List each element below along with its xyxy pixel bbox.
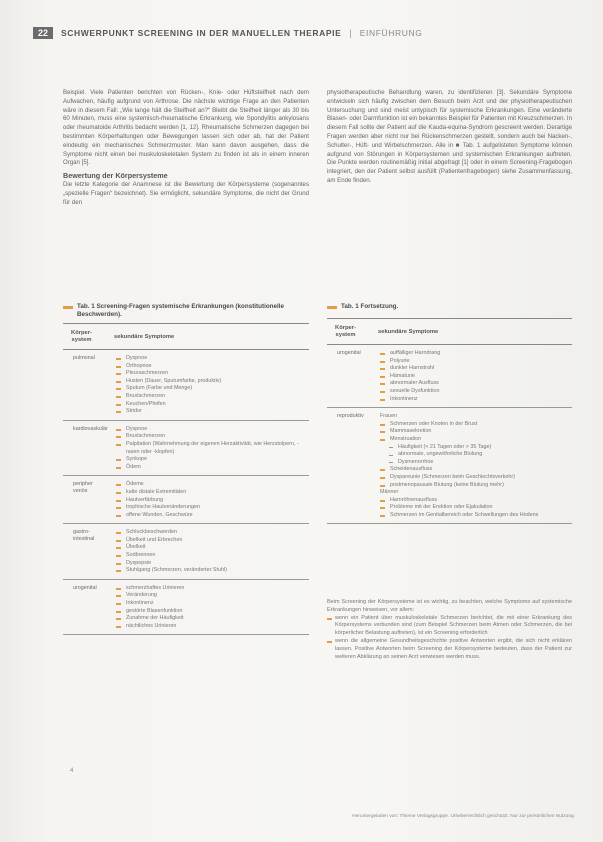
table-row [63, 350, 309, 421]
left-column [63, 89, 309, 208]
table-row [327, 345, 572, 408]
symptom-item: dunkler Harnstrahl [380, 365, 572, 373]
symptom-item: Veränderung [116, 592, 309, 600]
symptom-item: kalte distale Extremitäten [116, 489, 309, 497]
symptom-item: Schluckbeschwerden [116, 529, 309, 537]
symptom-item: sexuelle Dysfunktion [380, 388, 572, 396]
table-row [63, 524, 309, 580]
symptom-item: Häufigkeit (< 21 Tagen oder > 35 Tage) [380, 444, 572, 452]
symptom-item: abnormale, ungewöhnliche Blutung [380, 451, 572, 459]
body-system-label: urogenital [73, 584, 97, 591]
table-header [63, 324, 309, 350]
symptom-item: Schmerzen oder Knoten in der Brust [380, 421, 572, 429]
page-footer: Heruntergeladen von: Thieme Verlagsgruppe. Urheberrechtlich geschützt. Nur zur persönlichen Nutzung. [352, 814, 575, 819]
table-row [63, 580, 309, 636]
symptom-item: Dysmenorrhoe [380, 459, 572, 467]
symptom-item: Zunahme der Häufigkeit [116, 615, 309, 623]
symptom-item: Polyurie [380, 358, 572, 366]
caption-marker [327, 306, 337, 309]
table-caption [63, 303, 309, 319]
caption-text: Tab. 1 Fortsetzung. [341, 303, 399, 310]
table-header [327, 319, 572, 345]
symptom-item: Schmerzen im Genitalbereich oder Schwellungen des Hodens [380, 512, 572, 520]
section-heading: Bewertung der Körpersysteme [63, 171, 168, 181]
symptom-item: Menstruation [380, 436, 572, 444]
symptom-list [100, 580, 309, 635]
note-item: wenn ein Patient über muskuloskeletale Schmerzen berichtet, die mit einer Erkrankung des Körpersystems verbunden sind (zum Beispiel Schmerzen beim Atmen oder Schmerzen, die bei körperlicher Belastung auftreten), ist ein Screening erforderlich [327, 615, 572, 638]
symptom-list [364, 408, 572, 523]
body-system-label: pulmonal [73, 355, 95, 361]
body-system-label: kardiovaskulär [73, 425, 108, 432]
body-system-label: peripher venös [73, 481, 93, 495]
symptom-item: Stridor [116, 408, 309, 416]
body-system-label: gastro-intestinal [73, 529, 95, 543]
symptom-list [100, 421, 309, 476]
symptom-item: postmenopausale Blutung (keine Blutung mehr) [380, 482, 572, 490]
symptom-item: Dyspnoe [116, 355, 309, 363]
symptom-item: Hautverfärbung [116, 497, 309, 505]
col-header-system: Körper-system [335, 324, 356, 338]
symptom-item: Stuhlgang (Schmerzen, veränderter Stuhl) [116, 567, 309, 575]
table-row [63, 476, 309, 524]
page-number: 22 [33, 27, 53, 39]
symptom-item: offene Wunden, Geschwüre [116, 512, 309, 520]
symptom-item: Synkope [116, 456, 309, 464]
symptom-table-right [327, 318, 572, 524]
note-item: wenn die allgemeine Gesundheitsgeschichte positive Antworten ergibt, die sich nicht erklären lassen. Positive Antworten beim Screening der Körpersysteme bedeuten, dass der Patient zur weiteren Abklärung an seinen Arzt verwiesen werden muss. [327, 638, 572, 661]
symptom-item: Pleuraschmerzen [116, 370, 309, 378]
symptom-item: abnormaler Ausfluss [380, 380, 572, 388]
symptom-group-heading: Frauen [380, 413, 398, 420]
symptom-item: Übelkeit [116, 544, 309, 552]
col-header-symptoms: sekundäre Symptome [378, 328, 439, 335]
table-caption [327, 303, 572, 311]
symptom-list [100, 350, 309, 420]
right-column [327, 89, 572, 186]
body-system-label: urogenital [337, 350, 361, 356]
symptom-item: Brustschmerzen [116, 433, 309, 441]
symptom-item: gestörte Blasenfunktion [116, 608, 309, 616]
symptom-item: Husten (Dauer, Sputumfarbe, produktiv) [116, 378, 309, 386]
symptom-item: Keuchen/Pfeifen [116, 401, 309, 409]
symptom-item: auffälliger Harndrang [380, 350, 572, 358]
symptom-item: Dyspepsie [116, 560, 309, 568]
header-title: SCHWERPUNKT SCREENING IN DER MANUELLEN THERAPIE [61, 28, 342, 38]
symptom-item: Hämaturie [380, 373, 572, 381]
symptom-item: Probleme mit der Erektion oder Ejakulation [380, 504, 572, 512]
symptom-item: Dyspnoe [116, 426, 309, 434]
page-marker: 4 [70, 768, 74, 774]
table-row [327, 408, 572, 524]
note-intro: Beim Screening der Körpersysteme ist es wichtig, zu beachten, welche Symptome auf systemische Erkrankungen hinweisen, vor allem: [327, 599, 572, 613]
header-section: EINFÜHRUNG [359, 28, 423, 38]
caption-text: Tab. 1 Screening-Fragen systemische Erkrankungen (konstitutionelle Beschwerden). [77, 303, 285, 318]
symptom-item: Dyspareunie (Schmerzen beim Geschlechtsverkehr) [380, 474, 572, 482]
symptom-item: Brustschmerzen [116, 393, 309, 401]
symptom-group-heading: Männer [380, 489, 399, 496]
body-paragraph: Die letzte Kategorie der Anamnese ist die Bewertung der Körpersysteme (sogenanntes „spezielle Fragen“ bezeichnet). Sie ermöglicht, sekundäre Symptome, die nicht der Grund für den [63, 181, 309, 206]
col-header-symptoms: sekundäre Symptome [114, 333, 175, 340]
symptom-item: Inkontinenz [116, 600, 309, 608]
symptom-item: nächtliches Urinieren [116, 623, 309, 631]
symptom-item: Ödem [116, 464, 309, 472]
symptom-item: Harnröhrenausfluss [380, 497, 572, 505]
body-paragraph: physiotherapeutische Behandlung waren, zu identifizieren [3]. Sekundäre Symptome entwickeln sich häufig zwischen dem Besuch beim Arzt und der physiotherapeutischen Untersuchung und sind meist untypisch für systemische Erkrankungen. Eine veränderte Blasen- oder Darmfunktion ist ein bekanntes Beispiel für Patienten mit Kreuzschmerzen. In diesem Fall sollte der Patient auf die Kauda-equina-Syndrom gescreent werden. Derartige Fragen werden aber nicht nur bei Rückenschmerzen gestellt, sondern auch bei Nacken-, Schulter-, Hüft- und Wirbelschmerzen. Alle in ■ Tab. 1 aufgelisteten Symptome können aufgrund von Störungen in Körpersystemen und systemischen Erkrankungen auftreten. Die Punkte werden routinemäßig initial abgefragt [1] oder in einem Screening-Fragebogen integriert, den der Patient selbst ausfüllt (Patientenfragebogen) siehe Zusammenfassung, am Ende finden. [327, 89, 572, 184]
symptom-item: trophische Hautveränderungen [116, 504, 309, 512]
symptom-item: Orthopnoe [116, 363, 309, 371]
symptom-item: Ödeme [116, 481, 309, 489]
symptom-list [364, 345, 572, 407]
symptom-list [100, 476, 309, 523]
symptom-item: Sputum (Farbe und Menge) [116, 385, 309, 393]
caption-marker [63, 306, 73, 309]
col-header-system: Körper-system [71, 329, 92, 343]
body-paragraph: Beispiel. Viele Patienten berichten von Rücken-, Knie- oder Hüftsteifheit nach dem Aufwachen, häufig aufgrund von Arthrose. Die nächste wichtige Frage an den Patienten wäre in diesem Fall: „Wie lange hält die Steifheit an?“ Bleibt die Steifheit länger als 30 bis 60 Minuten, muss eine systemisch-rheumatische Erkrankung, wie Spondylitis ankylosans oder rheumatoide Arthritis bedacht werden [1, 12]. Rheumatische Schmerzen dagegen bei bestimmten Körperhaltungen oder Bewegungen lassen sich oder ab, hat der Patient eindeutig ein mechanisches Schmerzmuster. Man kann davon ausgehen, dass die Symptome nicht einen bei muskuloskeletalen System zu finden ist als in einem inneren Organ [5]. [63, 89, 309, 167]
header-separator: | [349, 28, 352, 38]
symptom-item: Mammasekretion [380, 428, 572, 436]
symptom-item: schmerzhaftes Urinieren [116, 585, 309, 593]
page-header [33, 26, 573, 40]
symptom-item: Inkontinenz [380, 396, 572, 404]
symptom-item: Palpitation (Wahrnehmung der eigenen Herzaktivität, wie Herzstolpern, -rasen oder -klopfen) [116, 441, 309, 456]
symptom-item: Übelkeit und Erbrechen [116, 537, 309, 545]
table-row [63, 421, 309, 477]
body-system-label: reproduktiv [337, 413, 364, 420]
symptom-item: Sodbrennen [116, 552, 309, 560]
table-note [327, 599, 572, 661]
symptom-item: Scheidenausfluss [380, 466, 572, 474]
symptom-table-left [63, 323, 309, 635]
symptom-list [100, 524, 309, 579]
